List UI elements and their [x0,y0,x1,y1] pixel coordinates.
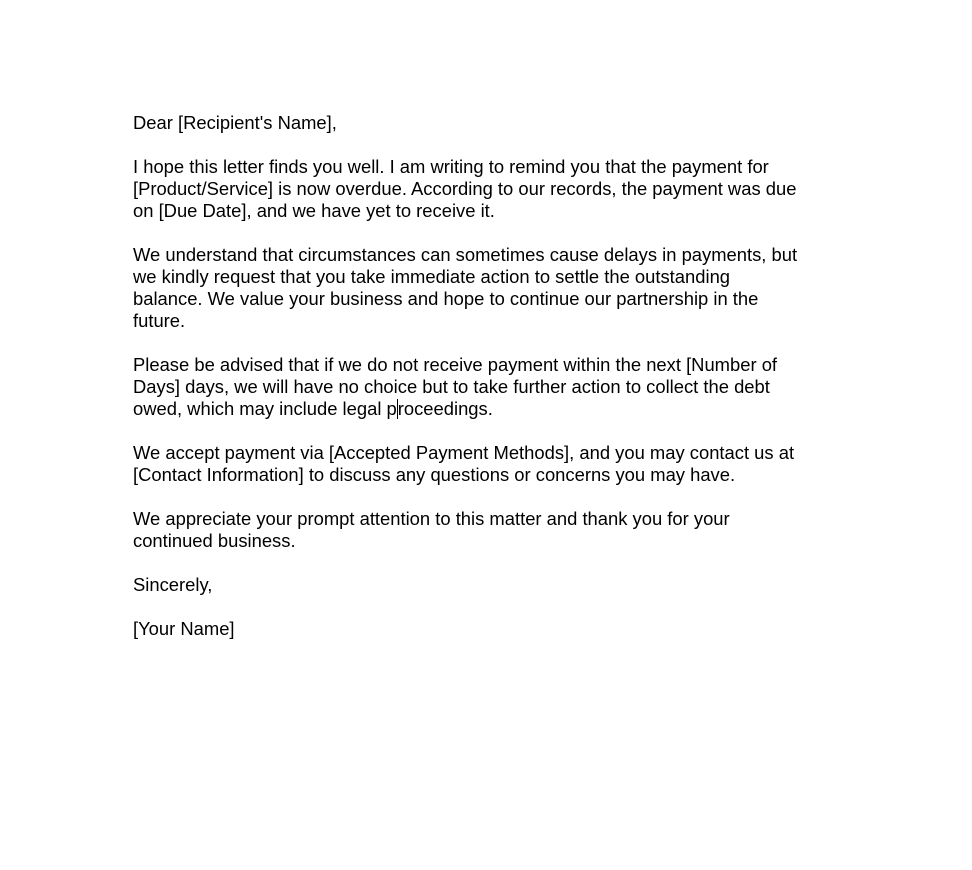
salutation: Dear [Recipient's Name], [133,112,337,133]
closing: Sincerely, [133,574,213,595]
paragraph-overdue-notice: I hope this letter finds you well. I am writing to remind you that the payment for [Product/Service] is now overdue. According to our records, the payment was due on [Due Date], and we have yet to receive it. [133,156,797,221]
paragraph-further-action-text-before: Please be advised that if we do not receive payment within the next [Number of Days] days, we will have no choice but to take further action to collect the debt owed, which may include legal p [133,354,778,419]
letter-body[interactable] [133,112,838,662]
paragraph-further-action [133,354,838,420]
signature: [Your Name] [133,618,235,639]
paragraph-thanks: We appreciate your prompt attention to this matter and thank you for your continued business. [133,508,730,551]
paragraph-request-action: We understand that circumstances can sometimes cause delays in payments, but we kindly request that you take immediate action to settle the outstanding balance. We value your business and hope to continue our partnership in the future. [133,244,798,331]
paragraph-payment-methods: We accept payment via [Accepted Payment Methods], and you may contact us at [Contact Information] to discuss any questions or concerns you may have. [133,442,795,485]
paragraph-further-action-text-after: roceedings. [397,398,493,419]
